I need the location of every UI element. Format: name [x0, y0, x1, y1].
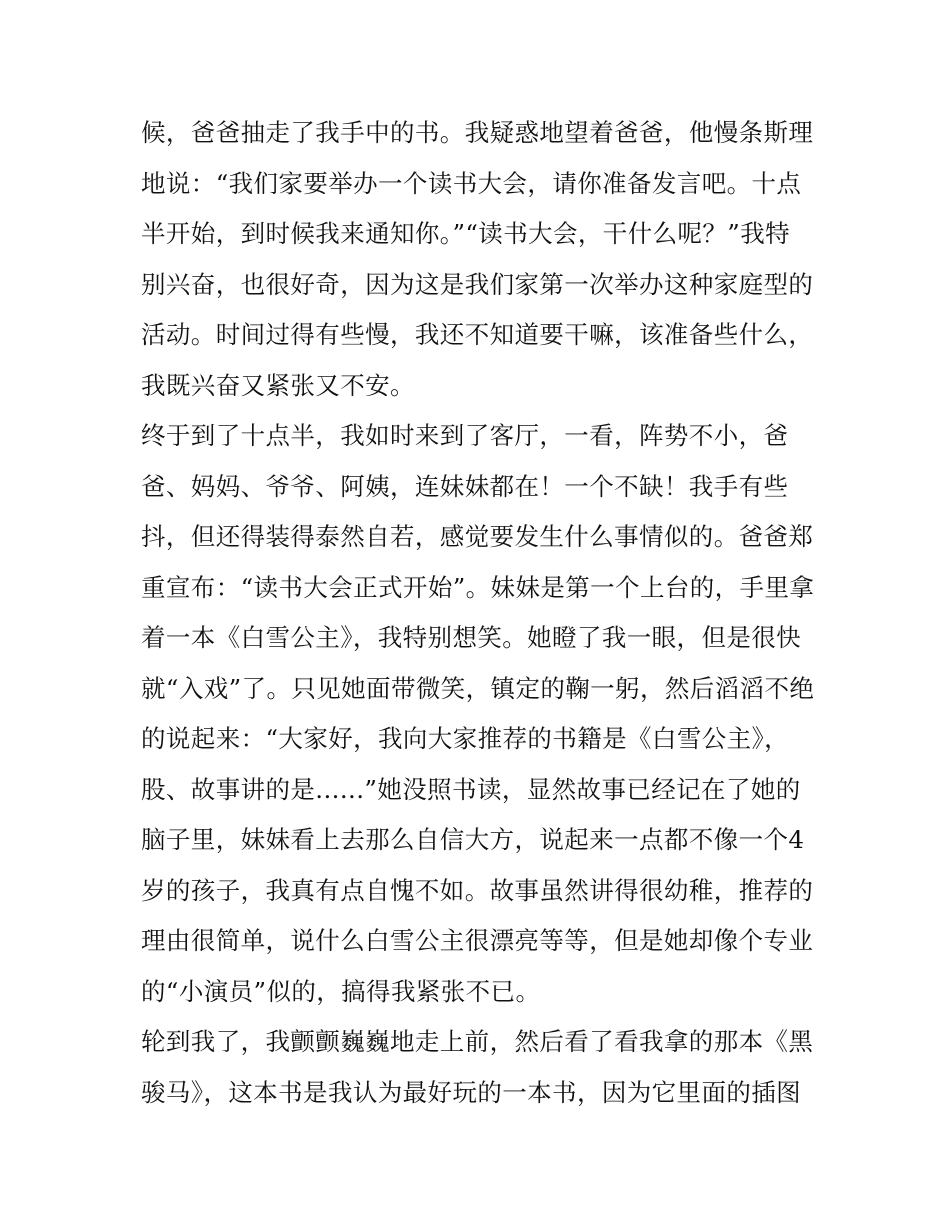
text-line: 脑子里，妹妹看上去那么自信大方，说起来一点都不像一个4	[141, 825, 805, 854]
text-line: 我既兴奋又紧张又不安。	[141, 370, 415, 400]
text-line: 着一本《白雪公主》，我特别想笑。她瞪了我一眼，但是很快	[141, 623, 802, 652]
text-line: 岁的孩子，我真有点自愧不如。故事虽然讲得很幼稚，推荐的	[141, 875, 814, 905]
text-line: 活动。时间过得有些慢，我还不知道要干嘛，该准备些什么，	[141, 320, 814, 349]
text-line: 终于到了十点半，我如时来到了客厅，一看，阵势不小，爸	[141, 421, 789, 450]
text-line: 理由很简单，说什么白雪公主很漂亮等等，但是她却像个专业	[141, 926, 814, 955]
document-body	[141, 108, 821, 1118]
text-line: 的“小演员”似的，搞得我紧张不已。	[141, 976, 541, 1006]
text-line: 半开始，到时候我来通知你。”“读书大会，干什么呢？”我特	[141, 219, 791, 248]
text-line: 抖，但还得装得泰然自若，感觉要发生什么事情似的。爸爸郑	[141, 522, 814, 551]
text-line: 骏马》，这本书是我认为最好玩的一本书，因为它里面的插图	[141, 1077, 802, 1107]
text-line: 的说起来：“大家好，我向大家推荐的书籍是《白雪公主》，	[141, 724, 790, 753]
text-line: 候，爸爸抽走了我手中的书。我疑惑地望着爸爸，他慢条斯理	[141, 118, 814, 147]
text-line: 重宣布：“读书大会正式开始”。妹妹是第一个上台的，手里拿	[141, 572, 815, 602]
text-line: 爸、妈妈、爷爷、阿姨，连妹妹都在！一个不缺！我手有些	[141, 471, 789, 501]
text-line: 轮到我了，我颤颤巍巍地走上前，然后看了看我拿的那本《黑	[141, 1027, 814, 1056]
text-line: 别兴奋，也很好奇，因为这是我们家第一次举办这种家庭型的	[141, 269, 814, 299]
text-line: 就“入戏”了。只见她面带微笑，镇定的鞠一躬，然后滔滔不绝	[141, 673, 815, 703]
text-line: 地说：“我们家要举办一个读书大会，请你准备发言吧。十点	[141, 168, 802, 198]
text-line: 股、故事讲的是......”她没照书读，显然故事已经记在了她的	[141, 774, 801, 804]
